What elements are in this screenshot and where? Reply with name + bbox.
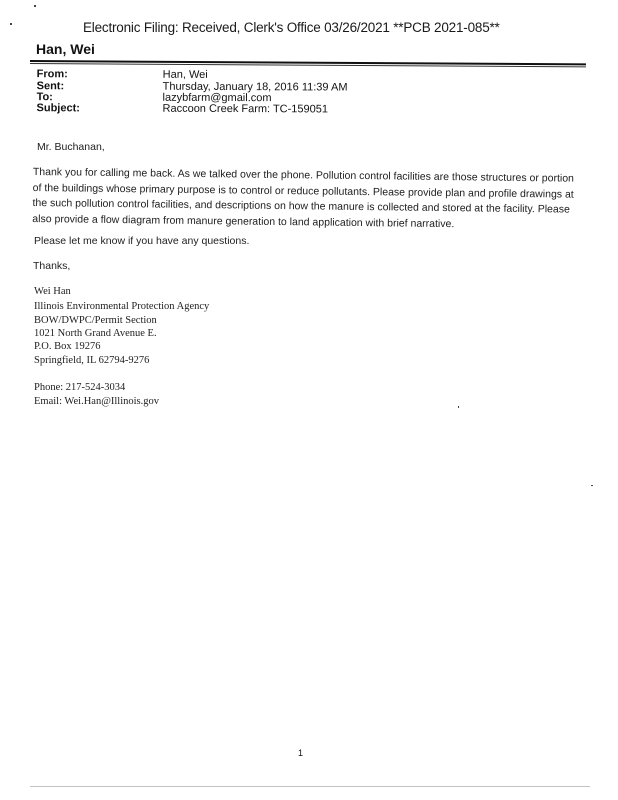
- paragraph-line: of the buildings whose primary purpose is to control or reduce pollutants. Please provide plan and profile drawings at: [32, 181, 574, 201]
- scan-speck: [10, 23, 12, 25]
- to-value: lazybfarm@gmail.com: [162, 91, 272, 105]
- scan-speck: [591, 485, 593, 486]
- to-label: To:: [36, 91, 53, 104]
- signature-address: 1021 North Grand Avenue E.: [34, 328, 157, 339]
- greeting: Mr. Buchanan,: [37, 141, 105, 153]
- signature-agency: Illinois Environmental Protection Agency: [34, 301, 210, 312]
- thanks-line: Thanks,: [33, 260, 71, 272]
- signature-po-box: P.O. Box 19276: [34, 341, 101, 352]
- subject-value: Raccoon Creek Farm: TC-159051: [162, 102, 329, 116]
- scan-speck: [458, 406, 459, 408]
- signature-email: Email: Wei.Han@Illinois.gov: [34, 396, 159, 407]
- page-number: 1: [298, 748, 304, 758]
- signature-section: BOW/DWPC/Permit Section: [34, 315, 157, 326]
- sender-name-heading: Han, Wei: [36, 41, 95, 57]
- signature-name: Wei Han: [34, 286, 71, 297]
- closing-question: Please let me know if you have any questions.: [34, 235, 250, 247]
- paragraph-line: also provide a flow diagram from manure generation to land application with brief narrative.: [32, 212, 455, 230]
- from-value: Han, Wei: [162, 68, 208, 81]
- signature-city: Springfield, IL 62794-9276: [34, 355, 150, 366]
- paragraph-line: Thank you for calling me back. As we talked over the phone. Pollution control facilities are those structures or portion: [32, 165, 574, 185]
- scan-bottom-edge: [30, 786, 590, 787]
- filing-stamp: Electronic Filing: Received, Clerk's Office 03/26/2021 **PCB 2021-085**: [83, 20, 500, 35]
- from-label: From:: [36, 68, 68, 81]
- sent-value: Thursday, January 18, 2016 11:39 AM: [162, 80, 348, 94]
- paragraph-line: the such pollution control facilities, and descriptions on how the manure is collected and stored at the facility. Please: [32, 196, 570, 216]
- scan-speck: [34, 5, 36, 7]
- message-paragraph: [32, 165, 578, 234]
- subject-label: Subject:: [36, 102, 80, 115]
- sent-label: Sent:: [36, 80, 65, 93]
- signature-phone: Phone: 217-524-3034: [34, 382, 126, 393]
